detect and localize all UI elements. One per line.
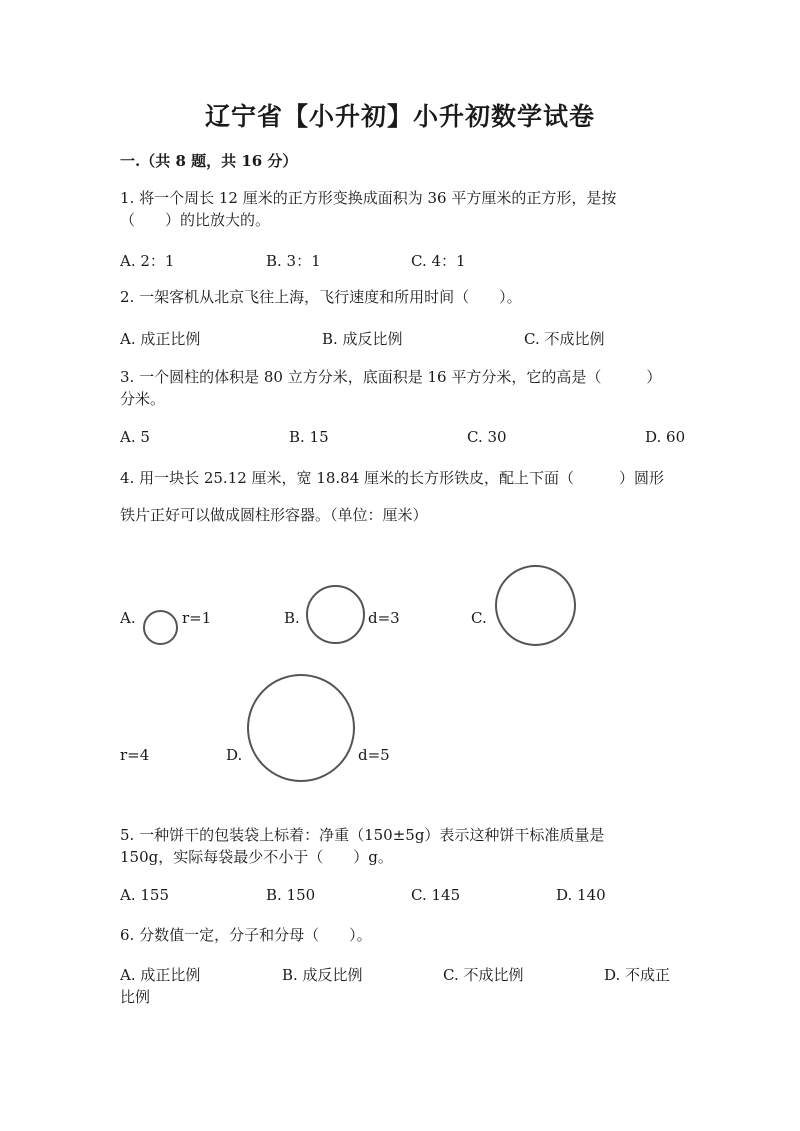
- question-4-option-d-label: D.: [226, 746, 243, 764]
- question-6-option-a: A. 成正比例: [120, 966, 201, 984]
- question-6-option-d: D. 不成正: [604, 966, 671, 984]
- question-5-option-d: D. 140: [556, 886, 606, 904]
- question-4-option-b-label: B.: [284, 609, 300, 627]
- question-6-line-1: 6. 分数值一定，分子和分母（ ）。: [120, 926, 372, 944]
- question-5-option-b: B. 150: [266, 886, 316, 904]
- question-4-line-1: 4. 用一块长 25.12 厘米，宽 18.84 厘米的长方形铁皮，配上下面（ ）圆形: [120, 469, 665, 487]
- circle-d: [247, 674, 355, 782]
- question-4-line-2: 铁片正好可以做成圆柱形容器。（单位：厘米）: [120, 506, 428, 524]
- circle-b: [306, 585, 365, 644]
- question-5-option-c: C. 145: [411, 886, 461, 904]
- question-5-line-1: 5. 一种饼干的包装袋上标着：净重（150±5g）表示这种饼干标准质量是: [120, 826, 605, 844]
- question-1-option-c: C. 4：1: [411, 252, 466, 270]
- question-1-line-2: （ ）的比放大的。: [120, 211, 271, 229]
- circle-a: [143, 610, 178, 645]
- question-3-option-b: B. 15: [289, 428, 329, 446]
- question-4-option-a-label: A.: [120, 609, 136, 627]
- question-5-line-2: 150g，实际每袋最少不小于（ ）g。: [120, 848, 393, 866]
- question-2-option-b: B. 成反比例: [322, 330, 403, 348]
- question-3-option-a: A. 5: [120, 428, 150, 446]
- question-4-option-d-value: d=5: [358, 746, 390, 764]
- question-2-option-c: C. 不成比例: [524, 330, 605, 348]
- question-2-line-1: 2. 一架客机从北京飞往上海，飞行速度和所用时间（ ）。: [120, 288, 522, 306]
- question-5-option-a: A. 155: [120, 886, 169, 904]
- question-3-line-2: 分米。: [120, 390, 166, 408]
- question-3-option-d: D. 60: [645, 428, 686, 446]
- question-4-option-b-value: d=3: [368, 609, 400, 627]
- question-1-line-1: 1. 将一个周长 12 厘米的正方形变换成面积为 36 平方厘米的正方形，是按: [120, 189, 617, 207]
- page-title: 辽宁省【小升初】小升初数学试卷: [204, 102, 595, 131]
- circle-c: [495, 565, 576, 646]
- question-4-option-c-label: C.: [471, 609, 487, 627]
- question-4-option-a-value: r=1: [182, 609, 212, 627]
- question-6-option-b: B. 成反比例: [282, 966, 363, 984]
- question-6-option-d-continued: 比例: [120, 988, 151, 1006]
- section-heading: 一.（共 8 题，共 16 分）: [120, 152, 298, 170]
- question-1-option-b: B. 3：1: [266, 252, 321, 270]
- question-4-option-c-value: r=4: [120, 746, 150, 764]
- question-3-line-1: 3. 一个圆柱的体积是 80 立方分米，底面积是 16 平方分米，它的高是（ ）: [120, 368, 662, 386]
- question-3-option-c: C. 30: [467, 428, 507, 446]
- question-1-option-a: A. 2：1: [120, 252, 175, 270]
- question-6-option-c: C. 不成比例: [443, 966, 524, 984]
- question-2-option-a: A. 成正比例: [120, 330, 201, 348]
